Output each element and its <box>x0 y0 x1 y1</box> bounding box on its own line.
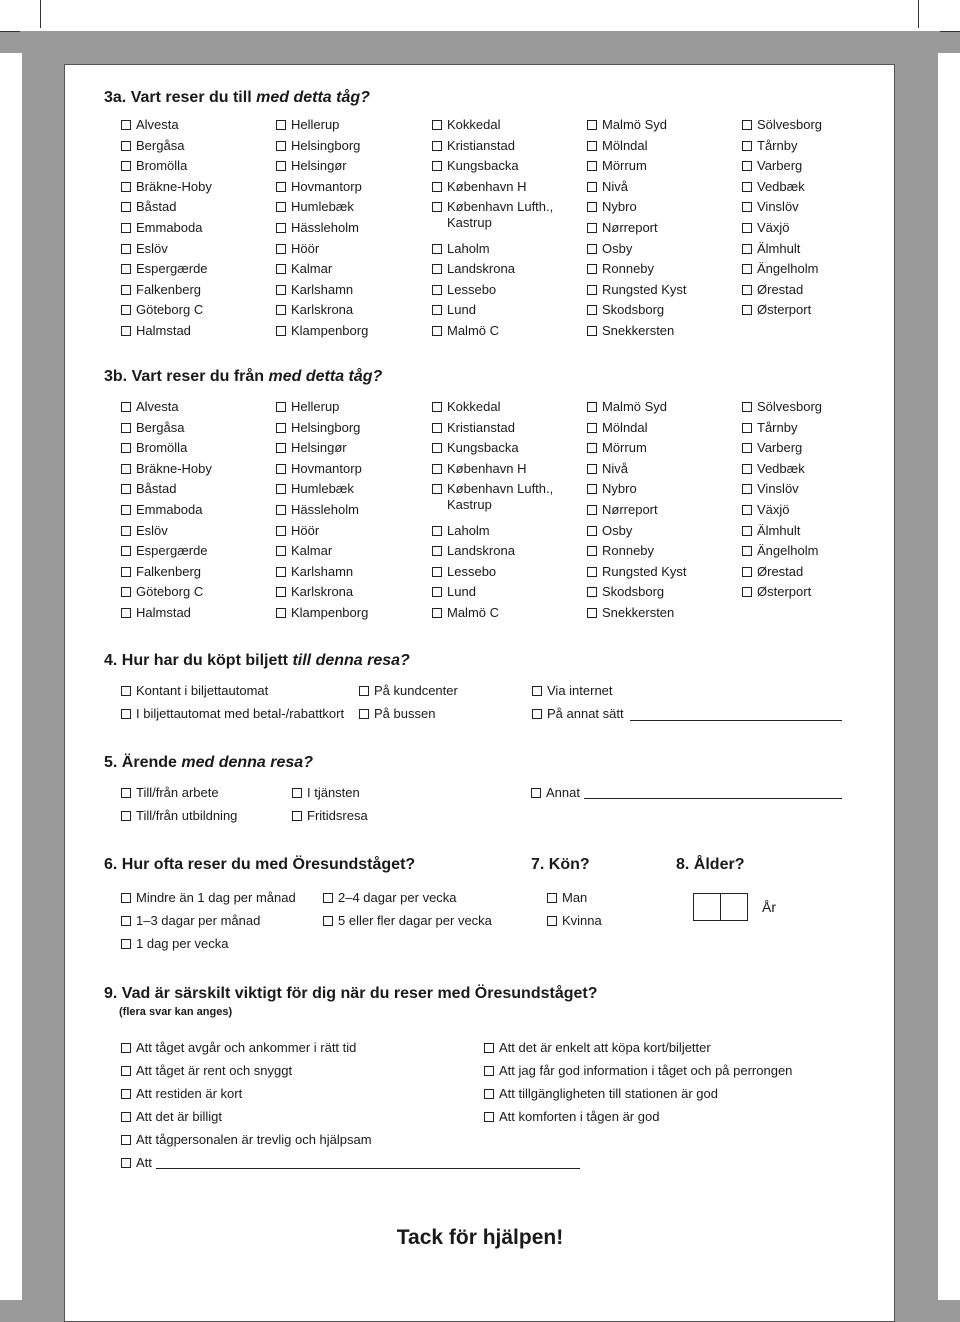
checkbox[interactable] <box>276 546 286 556</box>
q3a-station-göteborg-c[interactable]: Göteborg C <box>121 302 203 318</box>
checkbox[interactable] <box>276 443 286 453</box>
checkbox[interactable] <box>276 305 286 315</box>
checkbox[interactable] <box>742 182 752 192</box>
checkbox[interactable] <box>432 141 442 151</box>
checkbox[interactable] <box>121 939 131 949</box>
q3b-station-lund[interactable]: Lund <box>432 584 476 600</box>
q9-option-restid[interactable]: Att restiden är kort <box>121 1086 242 1102</box>
q3b-station-vedbæk[interactable]: Vedbæk <box>742 461 805 477</box>
closing-message: Tack för hjälpen! <box>396 1226 564 1249</box>
checkbox[interactable] <box>484 1043 494 1053</box>
q3a-station-hellerup[interactable]: Hellerup <box>276 117 339 133</box>
q4-write-in-line[interactable] <box>630 720 842 721</box>
q4-heading: 4. Hur har du köpt biljett till denna resa? <box>104 652 410 669</box>
checkbox[interactable] <box>432 423 442 433</box>
checkbox[interactable] <box>587 326 597 336</box>
checkbox[interactable] <box>742 161 752 171</box>
checkbox[interactable] <box>121 1135 131 1145</box>
q3a-station-espergærde[interactable]: Espergærde <box>121 261 208 277</box>
q3b-station-landskrona[interactable]: Landskrona <box>432 543 515 559</box>
q3b-station-emmaboda[interactable]: Emmaboda <box>121 502 202 518</box>
checkbox[interactable] <box>432 587 442 597</box>
q3a-station-vinslöv[interactable]: Vinslöv <box>742 199 799 215</box>
checkbox[interactable] <box>276 264 286 274</box>
checkbox[interactable] <box>276 526 286 536</box>
q3a-station-växjö[interactable]: Växjö <box>742 220 790 236</box>
checkbox[interactable] <box>587 161 597 171</box>
q3a-station-københavn-h[interactable]: København H <box>432 179 527 195</box>
q3a-station-älmhult[interactable]: Älmhult <box>742 241 800 257</box>
checkbox[interactable] <box>742 464 752 474</box>
q3b-station-rungsted-kyst[interactable]: Rungsted Kyst <box>587 564 687 580</box>
checkbox[interactable] <box>432 244 442 254</box>
q3a-station-ronneby[interactable]: Ronneby <box>587 261 654 277</box>
checkbox[interactable] <box>121 686 131 696</box>
q3b-station-humlebæk[interactable]: Humlebæk <box>276 481 354 497</box>
q3b-station-eslöv[interactable]: Eslöv <box>121 523 168 539</box>
q3a-station-snekkersten[interactable]: Snekkersten <box>587 323 674 339</box>
q3b-station-hovmantorp[interactable]: Hovmantorp <box>276 461 362 477</box>
age-digit-1[interactable] <box>693 893 721 921</box>
q3a-station-tårnby[interactable]: Tårnby <box>742 138 797 154</box>
checkbox[interactable] <box>432 608 442 618</box>
q3b-station-tårnby[interactable]: Tårnby <box>742 420 797 436</box>
checkbox[interactable] <box>742 223 752 233</box>
checkbox[interactable] <box>276 120 286 130</box>
checkbox[interactable] <box>323 893 333 903</box>
checkbox[interactable] <box>432 202 442 212</box>
q3a-station-halmstad[interactable]: Halmstad <box>121 323 191 339</box>
checkbox[interactable] <box>276 223 286 233</box>
checkbox[interactable] <box>121 402 131 412</box>
checkbox[interactable] <box>587 202 597 212</box>
q9-heading: 9. Vad är särskilt viktigt för dig när du reser med Öresundståget? <box>104 985 598 1002</box>
q3b-station-laholm[interactable]: Laholm <box>432 523 490 539</box>
q3a-station-bromölla[interactable]: Bromölla <box>121 158 187 174</box>
q3a-station-emmaboda[interactable]: Emmaboda <box>121 220 202 236</box>
q3b-station-malmö-syd[interactable]: Malmö Syd <box>587 399 667 415</box>
checkbox[interactable] <box>276 141 286 151</box>
checkbox[interactable] <box>121 223 131 233</box>
q3a-station-karlshamn[interactable]: Karlshamn <box>276 282 353 298</box>
checkbox[interactable] <box>587 546 597 556</box>
checkbox[interactable] <box>587 423 597 433</box>
q3a-station-skodsborg[interactable]: Skodsborg <box>587 302 664 318</box>
checkbox[interactable] <box>742 484 752 494</box>
checkbox[interactable] <box>742 120 752 130</box>
checkbox[interactable] <box>121 567 131 577</box>
checkbox[interactable] <box>547 916 557 926</box>
checkbox[interactable] <box>121 202 131 212</box>
checkbox[interactable] <box>532 686 542 696</box>
checkbox[interactable] <box>432 182 442 192</box>
checkbox[interactable] <box>121 423 131 433</box>
q7-heading: 7. Kön? <box>531 856 590 873</box>
q3a-station-malmö-syd[interactable]: Malmö Syd <box>587 117 667 133</box>
checkbox[interactable] <box>121 1066 131 1076</box>
q6-option-mindre[interactable]: Mindre än 1 dag per månad <box>121 890 296 906</box>
q3a-station-malmö-c[interactable]: Malmö C <box>432 323 499 339</box>
q3a-station-landskrona[interactable]: Landskrona <box>432 261 515 277</box>
checkbox[interactable] <box>121 326 131 336</box>
q9-option-personal[interactable]: Att tågpersonalen är trevlig och hjälpsam <box>121 1132 372 1148</box>
checkbox[interactable] <box>432 567 442 577</box>
q3a-station-kungsbacka[interactable]: Kungsbacka <box>432 158 519 174</box>
q3b-station-ørestad[interactable]: Ørestad <box>742 564 803 580</box>
checkbox[interactable] <box>742 202 752 212</box>
checkbox[interactable] <box>276 423 286 433</box>
q3b-station-bromölla[interactable]: Bromölla <box>121 440 187 456</box>
checkbox[interactable] <box>121 811 131 821</box>
checkbox[interactable] <box>276 202 286 212</box>
checkbox[interactable] <box>587 285 597 295</box>
q6-option-1-vecka[interactable]: 1 dag per vecka <box>121 936 229 952</box>
q3a-station-nybro[interactable]: Nybro <box>587 199 637 215</box>
q9-write-in-line[interactable] <box>156 1168 580 1169</box>
checkbox[interactable] <box>742 546 752 556</box>
q3b-station-espergærde[interactable]: Espergærde <box>121 543 208 559</box>
checkbox[interactable] <box>587 244 597 254</box>
q5-option-tjansten[interactable]: I tjänsten <box>292 785 360 801</box>
q3b-station-karlshamn[interactable]: Karlshamn <box>276 564 353 580</box>
q3b-station-kokkedal[interactable]: Kokkedal <box>432 399 500 415</box>
checkbox[interactable] <box>587 608 597 618</box>
q3a-station-nivå[interactable]: Nivå <box>587 179 628 195</box>
q3b-station-båstad[interactable]: Båstad <box>121 481 176 497</box>
q3a-heading: 3a. Vart reser du till med detta tåg? <box>104 89 370 106</box>
checkbox[interactable] <box>742 526 752 536</box>
q3b-station-kalmar[interactable]: Kalmar <box>276 543 332 559</box>
checkbox[interactable] <box>432 161 442 171</box>
checkbox[interactable] <box>587 567 597 577</box>
q3b-station-kungsbacka[interactable]: Kungsbacka <box>432 440 519 456</box>
q4-option-bussen[interactable]: På bussen <box>359 706 435 722</box>
q3a-station-kristianstad[interactable]: Kristianstad <box>432 138 515 154</box>
q3a-station-höör[interactable]: Höör <box>276 241 319 257</box>
checkbox[interactable] <box>742 264 752 274</box>
checkbox[interactable] <box>484 1066 494 1076</box>
checkbox[interactable] <box>432 464 442 474</box>
q3b-station-nørreport[interactable]: Nørreport <box>587 502 658 518</box>
q3a-station-klampenborg[interactable]: Klampenborg <box>276 323 368 339</box>
checkbox[interactable] <box>276 182 286 192</box>
checkbox[interactable] <box>276 326 286 336</box>
q3b-station-ronneby[interactable]: Ronneby <box>587 543 654 559</box>
q3a-station-sölvesborg[interactable]: Sölvesborg <box>742 117 822 133</box>
q4-option-kundcenter[interactable]: På kundcenter <box>359 683 458 699</box>
checkbox[interactable] <box>121 608 131 618</box>
checkbox[interactable] <box>121 182 131 192</box>
checkbox[interactable] <box>432 484 442 494</box>
checkbox[interactable] <box>121 443 131 453</box>
checkbox[interactable] <box>531 788 541 798</box>
q9-option-kopa-kort[interactable]: Att det är enkelt att köpa kort/biljetter <box>484 1040 711 1056</box>
q9-note: (flera svar kan anges) <box>119 1006 233 1018</box>
q9-option-ratt-tid[interactable]: Att tåget avgår och ankommer i rätt tid <box>121 1040 356 1056</box>
q3a-station-lessebo[interactable]: Lessebo <box>432 282 496 298</box>
checkbox[interactable] <box>587 141 597 151</box>
q3b-station-lessebo[interactable]: Lessebo <box>432 564 496 580</box>
q3b-station-falkenberg[interactable]: Falkenberg <box>121 564 201 580</box>
checkbox[interactable] <box>276 484 286 494</box>
checkbox[interactable] <box>742 505 752 515</box>
checkbox[interactable] <box>432 546 442 556</box>
q3b-station-alvesta[interactable]: Alvesta <box>121 399 179 415</box>
q3b-station-københavn-h[interactable]: København H <box>432 461 527 477</box>
q3b-station-hässleholm[interactable]: Hässleholm <box>276 502 359 518</box>
q3a-station-mölndal[interactable]: Mölndal <box>587 138 648 154</box>
checkbox[interactable] <box>121 1089 131 1099</box>
q3b-heading: 3b. Vart reser du från med detta tåg? <box>104 368 383 385</box>
checkbox[interactable] <box>432 326 442 336</box>
q3b-station-karlskrona[interactable]: Karlskrona <box>276 584 353 600</box>
q3b-station-københavn-lufth[interactable]: København Lufth., Kastrup <box>432 481 553 513</box>
checkbox[interactable] <box>121 893 131 903</box>
checkbox[interactable] <box>547 893 557 903</box>
q3a-station-rungsted-kyst[interactable]: Rungsted Kyst <box>587 282 687 298</box>
q3b-station-mörrum[interactable]: Mörrum <box>587 440 647 456</box>
checkbox[interactable] <box>121 788 131 798</box>
checkbox[interactable] <box>121 305 131 315</box>
checkbox[interactable] <box>121 916 131 926</box>
q4-option-internet[interactable]: Via internet <box>532 683 613 699</box>
checkbox[interactable] <box>587 484 597 494</box>
q3b-station-sölvesborg[interactable]: Sölvesborg <box>742 399 822 415</box>
checkbox[interactable] <box>292 811 302 821</box>
q4-option-biljettautomat-kort[interactable]: I biljettautomat med betal-/rabattkort <box>121 706 344 722</box>
checkbox[interactable] <box>587 264 597 274</box>
checkbox[interactable] <box>432 526 442 536</box>
checkbox[interactable] <box>121 709 131 719</box>
checkbox[interactable] <box>742 423 752 433</box>
q6-option-2-4-vecka[interactable]: 2–4 dagar per vecka <box>323 890 457 906</box>
q3b-station-osby[interactable]: Osby <box>587 523 632 539</box>
checkbox[interactable] <box>587 587 597 597</box>
checkbox[interactable] <box>432 285 442 295</box>
q9-option-komfort[interactable]: Att komforten i tågen är god <box>484 1109 659 1125</box>
q3b-station-hellerup[interactable]: Hellerup <box>276 399 339 415</box>
checkbox[interactable] <box>587 402 597 412</box>
q3b-station-mölndal[interactable]: Mölndal <box>587 420 648 436</box>
q5-option-annat[interactable]: Annat <box>531 785 580 801</box>
q3a-station-østerport[interactable]: Østerport <box>742 302 811 318</box>
q9-option-att-other[interactable]: Att <box>121 1155 152 1171</box>
q5-option-utbildning[interactable]: Till/från utbildning <box>121 808 237 824</box>
q3b-station-kristianstad[interactable]: Kristianstad <box>432 420 515 436</box>
q3b-station-nybro[interactable]: Nybro <box>587 481 637 497</box>
checkbox[interactable] <box>742 587 752 597</box>
checkbox[interactable] <box>121 546 131 556</box>
checkbox[interactable] <box>587 120 597 130</box>
q3a-station-helsingør[interactable]: Helsingør <box>276 158 347 174</box>
checkbox[interactable] <box>484 1089 494 1099</box>
checkbox[interactable] <box>276 285 286 295</box>
q3a-station-hovmantorp[interactable]: Hovmantorp <box>276 179 362 195</box>
q9-option-information[interactable]: Att jag får god information i tåget och på perrongen <box>484 1063 792 1079</box>
checkbox[interactable] <box>742 443 752 453</box>
checkbox[interactable] <box>742 285 752 295</box>
q5-option-arbete[interactable]: Till/från arbete <box>121 785 219 801</box>
checkbox[interactable] <box>359 686 369 696</box>
q3a-station-mörrum[interactable]: Mörrum <box>587 158 647 174</box>
checkbox[interactable] <box>121 526 131 536</box>
checkbox[interactable] <box>276 505 286 515</box>
checkbox[interactable] <box>121 1043 131 1053</box>
checkbox[interactable] <box>587 182 597 192</box>
checkbox[interactable] <box>121 264 131 274</box>
q3b-station-halmstad[interactable]: Halmstad <box>121 605 191 621</box>
checkbox[interactable] <box>121 464 131 474</box>
checkbox[interactable] <box>742 567 752 577</box>
checkbox[interactable] <box>587 464 597 474</box>
q3b-station-bergåsa[interactable]: Bergåsa <box>121 420 184 436</box>
checkbox[interactable] <box>276 244 286 254</box>
q3b-station-helsingør[interactable]: Helsingør <box>276 440 347 456</box>
q3b-station-varberg[interactable]: Varberg <box>742 440 802 456</box>
checkbox[interactable] <box>276 464 286 474</box>
checkbox[interactable] <box>276 402 286 412</box>
checkbox[interactable] <box>587 223 597 233</box>
checkbox[interactable] <box>742 244 752 254</box>
checkbox[interactable] <box>276 567 286 577</box>
q3b-station-höör[interactable]: Höör <box>276 523 319 539</box>
checkbox[interactable] <box>121 285 131 295</box>
q4-option-annat-satt[interactable]: På annat sätt <box>532 706 624 722</box>
q3a-station-båstad[interactable]: Båstad <box>121 199 176 215</box>
q5-heading: 5. Ärende med denna resa? <box>104 754 313 771</box>
q6-heading: 6. Hur ofta reser du med Öresundståget? <box>104 856 416 873</box>
q9-option-billigt[interactable]: Att det är billigt <box>121 1109 222 1125</box>
checkbox[interactable] <box>323 916 333 926</box>
q5-option-fritidsresa[interactable]: Fritidsresa <box>292 808 368 824</box>
q3a-station-lund[interactable]: Lund <box>432 302 476 318</box>
checkbox[interactable] <box>587 305 597 315</box>
q5-write-in-line[interactable] <box>584 798 842 799</box>
q3a-station-laholm[interactable]: Laholm <box>432 241 490 257</box>
checkbox[interactable] <box>276 587 286 597</box>
q3a-station-helsingborg[interactable]: Helsingborg <box>276 138 360 154</box>
checkbox[interactable] <box>121 1112 131 1122</box>
q3a-station-hässleholm[interactable]: Hässleholm <box>276 220 359 236</box>
q6-option-5-fler[interactable]: 5 eller fler dagar per vecka <box>323 913 492 929</box>
checkbox[interactable] <box>121 141 131 151</box>
q3a-station-humlebæk[interactable]: Humlebæk <box>276 199 354 215</box>
checkbox[interactable] <box>121 161 131 171</box>
checkbox[interactable] <box>121 1158 131 1168</box>
checkbox[interactable] <box>121 505 131 515</box>
q3b-station-klampenborg[interactable]: Klampenborg <box>276 605 368 621</box>
q6-option-1-3-manad[interactable]: 1–3 dagar per månad <box>121 913 260 929</box>
q3b-station-ängelholm[interactable]: Ängelholm <box>742 543 818 559</box>
q9-option-tillganglighet[interactable]: Att tillgängligheten till stationen är god <box>484 1086 718 1102</box>
q7-option-man[interactable]: Man <box>547 890 587 906</box>
checkbox[interactable] <box>432 264 442 274</box>
q3b-station-älmhult[interactable]: Älmhult <box>742 523 800 539</box>
q3b-station-vinslöv[interactable]: Vinslöv <box>742 481 799 497</box>
age-digit-2[interactable] <box>720 893 748 921</box>
q3a-station-nørreport[interactable]: Nørreport <box>587 220 658 236</box>
age-unit: År <box>762 899 776 915</box>
q3a-station-ørestad[interactable]: Ørestad <box>742 282 803 298</box>
q3a-station-bräkne-hoby[interactable]: Bräkne-Hoby <box>121 179 212 195</box>
q4-option-kontant[interactable]: Kontant i biljettautomat <box>121 683 268 699</box>
q3a-station-alvesta[interactable]: Alvesta <box>121 117 179 133</box>
q3a-station-kalmar[interactable]: Kalmar <box>276 261 332 277</box>
q8-heading: 8. Ålder? <box>676 856 745 873</box>
q3b-station-nivå[interactable]: Nivå <box>587 461 628 477</box>
checkbox[interactable] <box>292 788 302 798</box>
q7-option-kvinna[interactable]: Kvinna <box>547 913 602 929</box>
checkbox[interactable] <box>742 141 752 151</box>
checkbox[interactable] <box>359 709 369 719</box>
checkbox[interactable] <box>121 587 131 597</box>
q3b-station-malmö-c[interactable]: Malmö C <box>432 605 499 621</box>
checkbox[interactable] <box>742 305 752 315</box>
checkbox[interactable] <box>276 608 286 618</box>
q3a-station-københavn-lufth[interactable]: København Lufth., Kastrup <box>432 199 553 231</box>
q3b-station-skodsborg[interactable]: Skodsborg <box>587 584 664 600</box>
q3a-station-vedbæk[interactable]: Vedbæk <box>742 179 805 195</box>
checkbox[interactable] <box>532 709 542 719</box>
q3b-station-østerport[interactable]: Østerport <box>742 584 811 600</box>
checkbox[interactable] <box>121 120 131 130</box>
q3a-station-varberg[interactable]: Varberg <box>742 158 802 174</box>
q3a-station-falkenberg[interactable]: Falkenberg <box>121 282 201 298</box>
checkbox[interactable] <box>587 443 597 453</box>
checkbox[interactable] <box>432 443 442 453</box>
q3a-station-eslöv[interactable]: Eslöv <box>121 241 168 257</box>
checkbox[interactable] <box>432 120 442 130</box>
q3a-station-osby[interactable]: Osby <box>587 241 632 257</box>
q3b-station-växjö[interactable]: Växjö <box>742 502 790 518</box>
checkbox[interactable] <box>432 305 442 315</box>
q3a-station-ängelholm[interactable]: Ängelholm <box>742 261 818 277</box>
checkbox[interactable] <box>432 402 442 412</box>
checkbox[interactable] <box>587 526 597 536</box>
checkbox[interactable] <box>121 244 131 254</box>
q3b-station-bräkne-hoby[interactable]: Bräkne-Hoby <box>121 461 212 477</box>
q3a-station-kokkedal[interactable]: Kokkedal <box>432 117 500 133</box>
checkbox[interactable] <box>276 161 286 171</box>
q3a-station-bergåsa[interactable]: Bergåsa <box>121 138 184 154</box>
checkbox[interactable] <box>121 484 131 494</box>
checkbox[interactable] <box>484 1112 494 1122</box>
checkbox[interactable] <box>742 402 752 412</box>
q3b-station-göteborg-c[interactable]: Göteborg C <box>121 584 203 600</box>
q9-option-rent[interactable]: Att tåget är rent och snyggt <box>121 1063 292 1079</box>
q3b-station-helsingborg[interactable]: Helsingborg <box>276 420 360 436</box>
q3a-station-karlskrona[interactable]: Karlskrona <box>276 302 353 318</box>
checkbox[interactable] <box>587 505 597 515</box>
q3b-station-snekkersten[interactable]: Snekkersten <box>587 605 674 621</box>
